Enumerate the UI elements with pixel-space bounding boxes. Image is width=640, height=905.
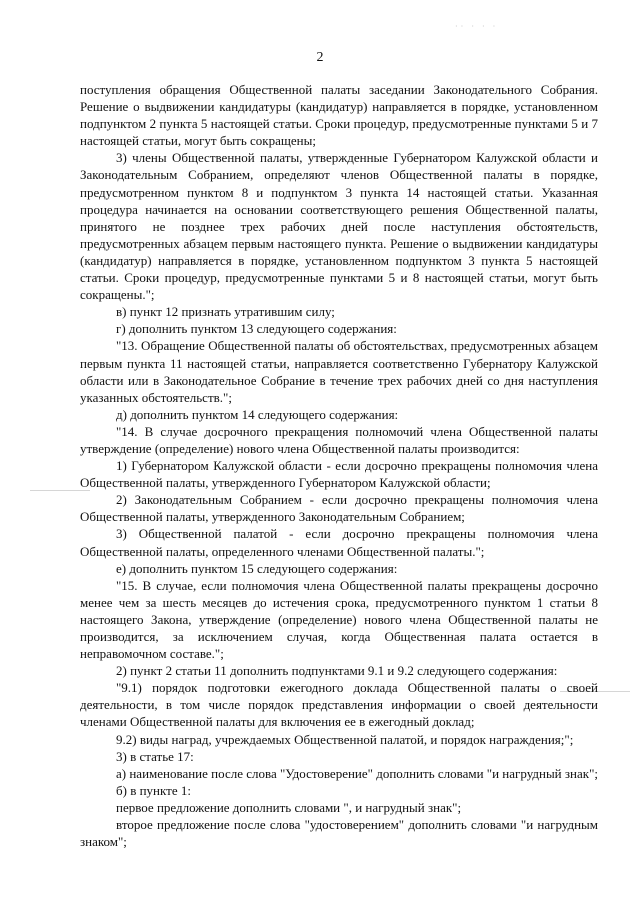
paragraph: г) дополнить пунктом 13 следующего содержания:: [116, 321, 397, 337]
paragraph: в) пункт 12 признать утратившим силу;: [116, 304, 335, 320]
paragraph: первое предложение дополнить словами ", и нагрудный знак";: [116, 799, 462, 815]
paragraph: б) в пункте 1:: [116, 782, 191, 798]
paragraph: 2) пункт 2 статьи 11 дополнить подпунктами 9.1 и 9.2 следующего содержания:: [116, 663, 558, 679]
paragraph: "14. В случае досрочного прекращения полномочий члена Общественной палаты утверждение (определение) нового члена Общественной палаты производится:: [80, 423, 598, 456]
document-body: [80, 81, 598, 850]
paragraph: д) дополнить пунктом 14 следующего содержания:: [116, 406, 399, 422]
paragraph: 2) Законодательным Собранием - если досрочно прекращены полномочия члена Общественной палаты, утвержденного Законодательным Собранием;: [80, 492, 598, 525]
paragraph: е) дополнить пунктом 15 следующего содержания:: [116, 560, 398, 576]
paragraph: поступления обращения Общественной палаты заседании Законодательного Собрания. Решение о выдвижении кандидатуры (кандидатур) направляется в порядке, установленном подпунктом 2 пункта 5 настоящей статьи. Сроки процедур, предусмотренные пунктами 5 и 7 настоящей статьи, могут быть сокращены;: [80, 82, 598, 149]
paragraph: 3) в статье 17:: [116, 748, 194, 764]
paragraph: "13. Обращение Общественной палаты об обстоятельствах, предусмотренных абзацем первым пункта 11 настоящей статьи, направляется соответственно Губернатору Калужской области или в Законодательное Собрание в течение трех рабочих дней со дня наступления указанных обстоятельств.";: [80, 338, 598, 405]
paragraph: "15. В случае, если полномочия члена Общественной палаты прекращены досрочно менее чем за шесть месяцев до истечения срока, предусмотренного пунктом 1 статьи 8 настоящего Закона, утверждение (определение) нового члена Общественной палаты не производится, за исключением случая, когда Общественная палата остается в неправомочном составе.";: [80, 577, 598, 662]
page-number: 2: [316, 50, 324, 65]
paragraph: 3) члены Общественной палаты, утвержденные Губернатором Калужской области и Законодательным Собранием, определяют членов Общественной палаты в порядке, предусмотренном пунктом 8 и подпунктом 3 пункта 14 настоящей статьи. Указанная процедура начинается на основании соответствующего решения Общественной палаты, принятого не позднее трех рабочих дней после наступления обстоятельств, предусмотренных абзацем первым настоящего пункта. Решение о выдвижении кандидатуры (кандидатур) направляется в порядке, установленном подпунктом 3 пункта 5 настоящей статьи. Сроки процедур, предусмотренные пунктами 5 и 8 настоящей статьи, могут быть сокращены.";: [80, 150, 598, 303]
paragraph: 3) Общественной палатой - если досрочно прекращены полномочия члена Общественной палаты, определенного членами Общественной палаты.";: [80, 526, 598, 559]
paragraph: 9.2) виды наград, учреждаемых Общественной палатой, и порядок награждения;";: [116, 731, 574, 747]
paragraph: а) наименование после слова "Удостоверение" дополнить словами "и нагрудный знак";: [116, 765, 598, 781]
scan-artifact-top-right: ·· · · ·: [455, 22, 499, 31]
paragraph: второе предложение после слова "удостоверением" дополнить словами "и нагрудным знаком";: [80, 817, 598, 850]
paragraph: 1) Губернатором Калужской области - если досрочно прекращены полномочия члена Общественной палаты, утвержденного Губернатором Калужской области;: [80, 458, 598, 491]
paragraph: "9.1) порядок подготовки ежегодного доклада Общественной палаты о своей деятельности, в том числе порядок представления информации о своей деятельности членами Общественной палаты для включения ее в ежегодный доклад;: [80, 680, 598, 730]
